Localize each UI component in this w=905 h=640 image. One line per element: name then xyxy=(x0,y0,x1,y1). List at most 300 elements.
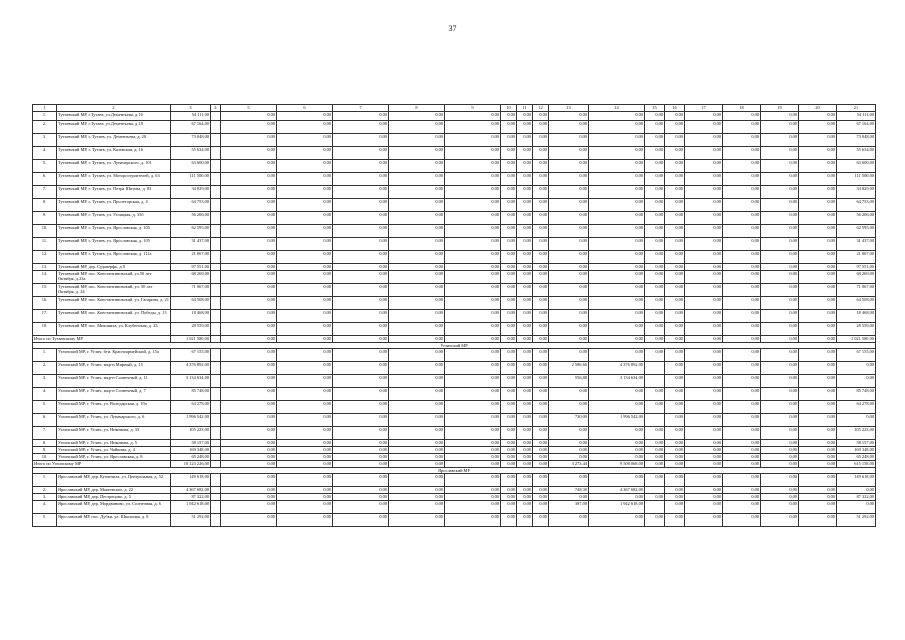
value-cell: 0,00 xyxy=(723,271,761,284)
value-cell: 0,00 xyxy=(517,323,533,336)
value-cell: 0,00 xyxy=(501,264,517,271)
value-cell: 31 437,00 xyxy=(171,238,211,251)
value-cell: 0,00 xyxy=(517,440,533,447)
total-row xyxy=(33,336,876,343)
value-cell: 0,00 xyxy=(549,225,589,238)
section-title: Угличский МР xyxy=(33,343,876,349)
table-row xyxy=(33,447,876,454)
value-cell: 0,00 xyxy=(645,271,665,284)
value-cell: 0,00 xyxy=(685,323,723,336)
value-cell: 0,00 xyxy=(533,160,549,173)
value-cell: 0,00 xyxy=(645,514,665,527)
value-cell: 0,00 xyxy=(589,323,645,336)
value-cell: 0,00 xyxy=(501,427,517,440)
value-cell: 0,00 xyxy=(333,186,389,199)
value-cell xyxy=(211,238,221,251)
value-cell: 0,00 xyxy=(517,487,533,494)
value-cell: 0,00 xyxy=(277,271,333,284)
total-value-cell: 0,00 xyxy=(685,336,723,343)
value-cell: 0,00 xyxy=(277,121,333,134)
value-cell: 0,00 xyxy=(665,447,685,454)
table-row xyxy=(33,160,876,173)
value-cell xyxy=(211,440,221,447)
value-cell: 0,00 xyxy=(799,494,837,501)
total-value-cell: 0,00 xyxy=(333,336,389,343)
value-cell: 0,00 xyxy=(533,375,549,388)
total-value-cell: 0,00 xyxy=(799,336,837,343)
value-cell: 67 155,00 xyxy=(171,349,211,362)
value-cell: 4 367 682,00 xyxy=(589,487,645,494)
value-cell: 0,00 xyxy=(501,310,517,323)
value-cell: 85 748,00 xyxy=(837,388,876,401)
total-value-cell: 0,00 xyxy=(723,336,761,343)
address-cell: Тутаевский МР, г. Тутаев, ул. Ярославская, д. 105 xyxy=(57,225,171,238)
value-cell: 0,00 xyxy=(517,238,533,251)
row-number-cell: 1. xyxy=(33,349,57,362)
value-cell: 0,00 xyxy=(277,375,333,388)
value-cell: 0,00 xyxy=(501,271,517,284)
value-cell: 0,00 xyxy=(799,147,837,160)
column-number-cell: 11 xyxy=(517,105,533,112)
value-cell: 0,00 xyxy=(445,487,501,494)
value-cell: 0,00 xyxy=(533,494,549,501)
table-row xyxy=(33,284,876,297)
value-cell: 0,00 xyxy=(761,454,799,461)
value-cell xyxy=(211,427,221,440)
value-cell: 0,00 xyxy=(799,121,837,134)
value-cell: 0,00 xyxy=(723,112,761,121)
row-number-cell: 8. xyxy=(33,199,57,212)
address-cell: Угличский МР, г. Углич, ул. Никонова, д. 5 xyxy=(57,440,171,447)
value-cell xyxy=(211,494,221,501)
value-cell: 0,00 xyxy=(761,121,799,134)
value-cell: 0,00 xyxy=(837,487,876,494)
total-value-cell: 0,00 xyxy=(517,461,533,468)
value-cell xyxy=(211,121,221,134)
value-cell: 0,00 xyxy=(799,271,837,284)
value-cell: 0,00 xyxy=(645,199,665,212)
value-cell: 0,00 xyxy=(221,199,277,212)
value-cell: 0,00 xyxy=(221,414,277,427)
value-cell: 0,00 xyxy=(517,349,533,362)
value-cell: 0,00 xyxy=(837,501,876,514)
value-cell xyxy=(211,310,221,323)
value-cell: 0,00 xyxy=(221,297,277,310)
value-cell: 0,00 xyxy=(445,323,501,336)
value-cell: 0,00 xyxy=(799,310,837,323)
value-cell: 0,00 xyxy=(645,134,665,147)
value-cell: 0,00 xyxy=(277,160,333,173)
value-cell: 0,00 xyxy=(589,401,645,414)
value-cell: 0,00 xyxy=(501,375,517,388)
value-cell: 0,00 xyxy=(665,121,685,134)
total-value-cell: 0,00 xyxy=(761,336,799,343)
value-cell: 0,00 xyxy=(589,112,645,121)
value-cell: 67 164,00 xyxy=(171,121,211,134)
value-cell: 0,00 xyxy=(685,271,723,284)
value-cell: 0,00 xyxy=(685,454,723,461)
value-cell: 0,00 xyxy=(645,284,665,297)
value-cell: 0,00 xyxy=(533,501,549,514)
value-cell: 0,00 xyxy=(837,362,876,375)
value-cell: 0,00 xyxy=(665,501,685,514)
value-cell: 0,00 xyxy=(685,310,723,323)
value-cell: 0,00 xyxy=(277,447,333,454)
total-value-cell xyxy=(211,461,221,468)
value-cell: 0,00 xyxy=(685,514,723,527)
column-number-cell: 8 xyxy=(389,105,445,112)
value-cell: 0,00 xyxy=(589,474,645,487)
value-cell: 0,00 xyxy=(277,251,333,264)
value-cell: 0,00 xyxy=(665,494,685,501)
value-cell: 0,00 xyxy=(501,323,517,336)
value-cell: 0,00 xyxy=(277,362,333,375)
capital-repair-table xyxy=(32,104,876,527)
value-cell: 0,00 xyxy=(589,440,645,447)
value-cell: 0,00 xyxy=(501,121,517,134)
value-cell: 0,00 xyxy=(761,388,799,401)
total-value-cell: 0,00 xyxy=(389,336,445,343)
value-cell: 0,00 xyxy=(445,134,501,147)
value-cell: 0,00 xyxy=(517,173,533,186)
column-number-cell: 13 xyxy=(549,105,589,112)
value-cell: 0,00 xyxy=(221,375,277,388)
table-row xyxy=(33,121,876,134)
value-cell: 0,00 xyxy=(723,297,761,310)
value-cell: 0,00 xyxy=(445,474,501,487)
value-cell: 105 223,00 xyxy=(171,427,211,440)
value-cell: 0,00 xyxy=(517,447,533,454)
value-cell: 0,00 xyxy=(685,388,723,401)
total-row xyxy=(33,461,876,468)
column-number-cell: 21 xyxy=(837,105,876,112)
table-row xyxy=(33,362,876,375)
value-cell: 0,00 xyxy=(685,414,723,427)
column-number-cell: 5 xyxy=(221,105,277,112)
value-cell: 0,00 xyxy=(517,186,533,199)
table-row xyxy=(33,514,876,527)
value-cell: 0,00 xyxy=(277,388,333,401)
total-value-cell: 10 123 226,00 xyxy=(171,461,211,468)
value-cell xyxy=(211,160,221,173)
address-cell: Ярославский МР, дер. Мордвиново, ул. Солнечная, д. 6 xyxy=(57,501,171,514)
table-row xyxy=(33,414,876,427)
row-number-cell: 4. xyxy=(33,147,57,160)
value-cell: 0,00 xyxy=(389,310,445,323)
address-cell: Угличский МР, г. Углич, ул. Володарская, д. 19а xyxy=(57,401,171,414)
value-cell: 0,00 xyxy=(685,212,723,225)
value-cell: 0,00 xyxy=(685,501,723,514)
value-cell: 0,00 xyxy=(837,375,876,388)
value-cell: 0,00 xyxy=(333,323,389,336)
value-cell: 0,00 xyxy=(645,401,665,414)
value-cell: 0,00 xyxy=(799,514,837,527)
value-cell: 0,00 xyxy=(517,297,533,310)
value-cell: 0,00 xyxy=(665,487,685,494)
value-cell: 0,00 xyxy=(445,212,501,225)
value-cell xyxy=(211,375,221,388)
value-cell: 0,00 xyxy=(277,323,333,336)
row-number-cell: 3. xyxy=(33,134,57,147)
value-cell: 0,00 xyxy=(685,238,723,251)
value-cell: 73 048,00 xyxy=(837,134,876,147)
value-cell: 0,00 xyxy=(221,238,277,251)
value-cell: 0,00 xyxy=(761,440,799,447)
table-row xyxy=(33,349,876,362)
value-cell: 71 067,00 xyxy=(837,284,876,297)
value-cell: 0,00 xyxy=(501,474,517,487)
value-cell: 0,00 xyxy=(445,238,501,251)
value-cell: 0,00 xyxy=(533,349,549,362)
value-cell: 0,00 xyxy=(333,487,389,494)
value-cell: 0,00 xyxy=(445,160,501,173)
total-value-cell: 0,00 xyxy=(533,461,549,468)
value-cell: 0,00 xyxy=(799,362,837,375)
value-cell: 0,00 xyxy=(389,375,445,388)
value-cell: 0,00 xyxy=(445,225,501,238)
total-value-cell: 0,00 xyxy=(221,336,277,343)
value-cell: 0,00 xyxy=(501,147,517,160)
value-cell: 0,00 xyxy=(389,199,445,212)
value-cell: 0,00 xyxy=(533,251,549,264)
row-number-cell: 8. xyxy=(33,440,57,447)
value-cell: 0,00 xyxy=(389,238,445,251)
value-cell: 0,00 xyxy=(389,427,445,440)
value-cell: 0,00 xyxy=(685,186,723,199)
value-cell: 0,00 xyxy=(589,454,645,461)
value-cell: 0,00 xyxy=(761,323,799,336)
column-number-cell: 15 xyxy=(645,105,665,112)
value-cell: 0,00 xyxy=(445,147,501,160)
value-cell: 0,00 xyxy=(445,494,501,501)
value-cell xyxy=(211,474,221,487)
value-cell: 105 223,00 xyxy=(837,427,876,440)
value-cell: 0,00 xyxy=(277,401,333,414)
value-cell: 0,00 xyxy=(761,487,799,494)
value-cell: 0,00 xyxy=(589,297,645,310)
value-cell: 0,00 xyxy=(389,414,445,427)
value-cell: 0,00 xyxy=(221,388,277,401)
total-value-cell: 0,00 xyxy=(501,461,517,468)
value-cell: 0,00 xyxy=(645,160,665,173)
value-cell: 0,00 xyxy=(501,501,517,514)
section-title: Ярославский МР xyxy=(33,468,876,474)
value-cell: 0,00 xyxy=(761,112,799,121)
value-cell: 0,00 xyxy=(685,147,723,160)
value-cell: 0,00 xyxy=(761,251,799,264)
total-label: Итого по Угличскому МР xyxy=(33,461,171,468)
value-cell: 4 376 892,00 xyxy=(171,362,211,375)
value-cell: 0,00 xyxy=(333,349,389,362)
value-cell: 0,00 xyxy=(445,454,501,461)
value-cell: 0,00 xyxy=(445,310,501,323)
value-cell: 0,00 xyxy=(389,487,445,494)
value-cell: 0,00 xyxy=(445,173,501,186)
value-cell: 0,00 xyxy=(645,388,665,401)
address-cell: Тутаевский МР, пос. Константиновский, ул. Победы, д. 13 xyxy=(57,310,171,323)
value-cell xyxy=(645,362,665,375)
value-cell: 0,00 xyxy=(549,173,589,186)
row-number-cell: 9. xyxy=(33,212,57,225)
value-cell: 0,00 xyxy=(517,362,533,375)
value-cell: 0,00 xyxy=(221,310,277,323)
address-cell: Угличский МР, г. Углич, ул. Чайкина, д. 4 xyxy=(57,447,171,454)
table-row xyxy=(33,271,876,284)
value-cell: 0,00 xyxy=(389,251,445,264)
value-cell: 0,00 xyxy=(517,212,533,225)
value-cell: 0,00 xyxy=(277,112,333,121)
value-cell: 0,00 xyxy=(549,264,589,271)
column-number-cell: 10 xyxy=(501,105,517,112)
value-cell: 0,00 xyxy=(389,297,445,310)
row-number-cell: 13. xyxy=(33,264,57,271)
total-value-cell: 3 273,44 xyxy=(549,461,589,468)
address-cell: Тутаевский МР, пос. Микляиха, ул. Клубенская, д. 23 xyxy=(57,323,171,336)
value-cell: 21 067,00 xyxy=(837,251,876,264)
value-cell: 51 292,00 xyxy=(837,514,876,527)
value-cell: 0,00 xyxy=(799,238,837,251)
value-cell: 0,00 xyxy=(333,447,389,454)
value-cell: 0,00 xyxy=(549,349,589,362)
value-cell: 0,00 xyxy=(333,173,389,186)
value-cell: 0,00 xyxy=(333,310,389,323)
value-cell: 0,00 xyxy=(501,454,517,461)
value-cell: 0,00 xyxy=(685,199,723,212)
value-cell: 64 508,00 xyxy=(837,297,876,310)
total-value-cell: 615 158,00 xyxy=(837,461,876,468)
value-cell xyxy=(645,375,665,388)
page-number: 37 xyxy=(448,24,457,33)
value-cell: 0,00 xyxy=(445,440,501,447)
total-value-cell: 0,00 xyxy=(645,461,665,468)
total-value-cell: 1 021 580,00 xyxy=(837,336,876,343)
value-cell: 64 753,00 xyxy=(837,199,876,212)
value-cell: 0,00 xyxy=(501,284,517,297)
value-cell: 0,00 xyxy=(589,238,645,251)
value-cell: 0,00 xyxy=(799,454,837,461)
address-cell: Тутаевский МР, г. Тутаев, ул. Ярославская, д. 105 xyxy=(57,238,171,251)
address-cell: Ярославский МР, дер. Пестрецово, д. 5 xyxy=(57,494,171,501)
value-cell: 0,00 xyxy=(517,388,533,401)
value-cell: 0,00 xyxy=(333,454,389,461)
total-value-cell: 0,00 xyxy=(445,336,501,343)
value-cell: 0,00 xyxy=(389,121,445,134)
value-cell: 0,00 xyxy=(501,447,517,454)
value-cell: 0,00 xyxy=(533,186,549,199)
value-cell: 0,00 xyxy=(221,225,277,238)
value-cell: 0,00 xyxy=(333,514,389,527)
value-cell: 0,00 xyxy=(549,323,589,336)
value-cell: 31 437,00 xyxy=(837,238,876,251)
value-cell: 0,00 xyxy=(533,414,549,427)
value-cell: 0,00 xyxy=(589,121,645,134)
value-cell: 0,00 xyxy=(645,323,665,336)
total-value-cell: 0,00 xyxy=(333,461,389,468)
value-cell: 0,00 xyxy=(761,414,799,427)
value-cell: 556,88 xyxy=(549,375,589,388)
row-number-cell: 2. xyxy=(33,121,57,134)
value-cell: 0,00 xyxy=(665,238,685,251)
row-number-cell: 15. xyxy=(33,284,57,297)
value-cell: 0,00 xyxy=(533,199,549,212)
address-cell: Тутаевский МР, пос. Константиновский, ул.50 лет Октября, д.23а xyxy=(57,271,171,284)
value-cell: 28 559,00 xyxy=(837,323,876,336)
value-cell: 0,00 xyxy=(549,147,589,160)
value-cell: 0,00 xyxy=(589,447,645,454)
row-number-cell: 1. xyxy=(33,112,57,121)
value-cell: 0,00 xyxy=(533,112,549,121)
value-cell: 0,00 xyxy=(589,212,645,225)
value-cell: 0,00 xyxy=(533,134,549,147)
value-cell: 65 248,00 xyxy=(837,454,876,461)
value-cell: 0,00 xyxy=(501,199,517,212)
value-cell: 0,00 xyxy=(501,494,517,501)
total-value-cell: 0,00 xyxy=(589,336,645,343)
value-cell: 64 508,00 xyxy=(171,297,211,310)
value-cell: 0,00 xyxy=(645,173,665,186)
value-cell: 387,00 xyxy=(549,501,589,514)
total-value-cell: 0,00 xyxy=(221,461,277,468)
value-cell xyxy=(211,297,221,310)
value-cell: 0,00 xyxy=(389,388,445,401)
address-cell: Тутаевский МР, г. Тутаев, ул. Ярославская, д. 111а xyxy=(57,251,171,264)
value-cell: 0,00 xyxy=(799,414,837,427)
value-cell: 0,00 xyxy=(517,264,533,271)
row-number-cell: 7. xyxy=(33,427,57,440)
value-cell: 0,00 xyxy=(445,514,501,527)
value-cell: 0,00 xyxy=(589,349,645,362)
value-cell: 0,00 xyxy=(645,447,665,454)
value-cell: 0,00 xyxy=(533,388,549,401)
value-cell: 0,00 xyxy=(685,349,723,362)
table-row xyxy=(33,173,876,186)
value-cell: 0,00 xyxy=(723,147,761,160)
value-cell: 0,00 xyxy=(533,474,549,487)
column-number-cell: 9 xyxy=(445,105,501,112)
value-cell: 0,00 xyxy=(799,401,837,414)
value-cell: 18 468,00 xyxy=(837,310,876,323)
value-cell: 0,00 xyxy=(221,186,277,199)
value-cell: 0,00 xyxy=(761,362,799,375)
value-cell: 0,00 xyxy=(723,487,761,494)
value-cell: 0,00 xyxy=(799,375,837,388)
value-cell: 0,00 xyxy=(517,494,533,501)
value-cell: 0,00 xyxy=(761,238,799,251)
value-cell: 18 468,00 xyxy=(171,310,211,323)
value-cell: 0,00 xyxy=(501,297,517,310)
value-cell: 0,00 xyxy=(723,186,761,199)
value-cell: 0,00 xyxy=(665,147,685,160)
value-cell: 0,00 xyxy=(723,401,761,414)
value-cell: 58 157,00 xyxy=(171,440,211,447)
value-cell: 0,00 xyxy=(799,349,837,362)
value-cell: 0,00 xyxy=(685,173,723,186)
column-number-cell: 7 xyxy=(333,105,389,112)
value-cell: 0,00 xyxy=(221,271,277,284)
value-cell: 54 111,00 xyxy=(837,112,876,121)
value-cell: 0,00 xyxy=(685,264,723,271)
value-cell: 0,00 xyxy=(761,514,799,527)
column-number-cell: 2 xyxy=(57,105,171,112)
value-cell: 1 996 542,00 xyxy=(171,414,211,427)
table-row xyxy=(33,238,876,251)
value-cell: 4 376 892,00 xyxy=(589,362,645,375)
row-number-cell: 10. xyxy=(33,225,57,238)
value-cell: 0,00 xyxy=(533,225,549,238)
value-cell: 0,00 xyxy=(533,487,549,494)
value-cell: 0,00 xyxy=(761,501,799,514)
value-cell: 0,00 xyxy=(761,199,799,212)
